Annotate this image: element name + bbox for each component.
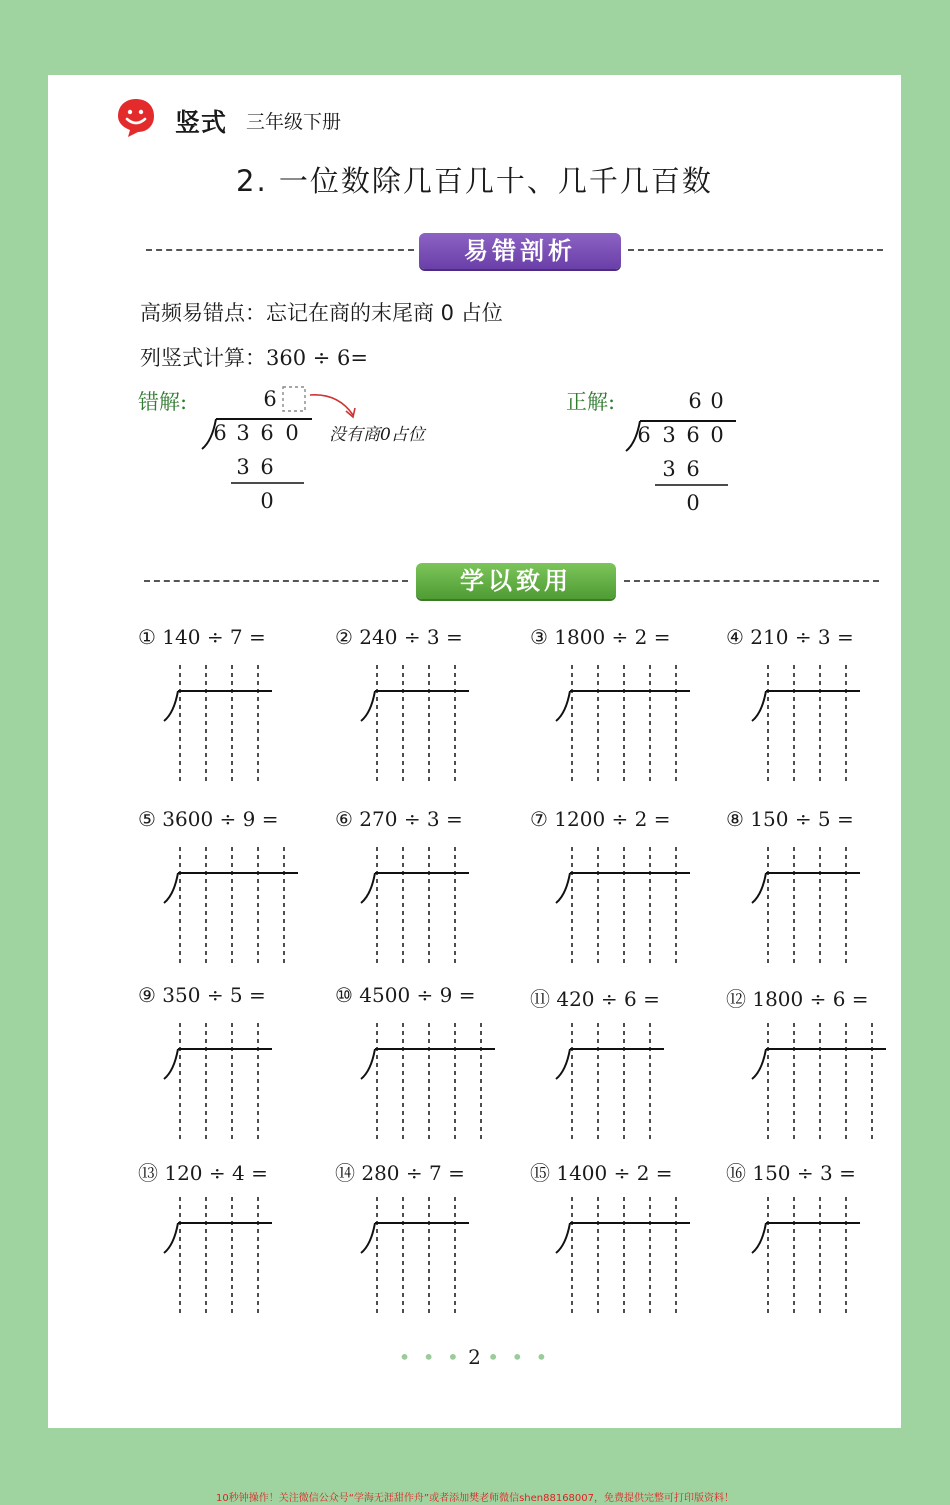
lesson-title: 2. 一位数除几百几十、几千几百数 xyxy=(236,164,713,198)
problem-13: ⑬ 120 ÷ 4 = xyxy=(138,1161,268,1185)
worksheet-page xyxy=(48,75,901,1428)
wrong-dividend-digit: 6 xyxy=(260,421,274,445)
problem-16: ⑯ 150 ÷ 3 = xyxy=(726,1161,856,1185)
correct-solution-label: 正解: xyxy=(566,390,616,414)
division-bracket-curve xyxy=(556,1049,570,1079)
problem-8: ⑧ 150 ÷ 5 = xyxy=(726,807,854,831)
right-division-bracket-curve xyxy=(626,421,640,451)
problem-15: ⑮ 1400 ÷ 2 = xyxy=(530,1161,673,1185)
right-dividend-digit: 6 xyxy=(686,423,700,447)
problem-4: ④ 210 ÷ 3 = xyxy=(726,625,854,649)
problem-12: ⑫ 1800 ÷ 6 = xyxy=(726,987,869,1011)
problem-6: ⑥ 270 ÷ 3 = xyxy=(335,807,463,831)
right-quotient-digit: 6 xyxy=(688,389,702,413)
footer-note: 10秒钟操作！关注微信公众号“学海无涯甜作舟”或者添加樊老师微信shen88168007，免费提供完整可打印版资料！ xyxy=(215,1493,735,1504)
wrong-quotient-digit: 6 xyxy=(263,387,277,411)
division-bracket-curve xyxy=(556,873,570,903)
division-bracket-curve xyxy=(361,1223,375,1253)
page-number: • • • 2 • • • xyxy=(398,1345,551,1369)
right-product-digit: 3 xyxy=(662,457,676,481)
division-bracket-curve xyxy=(164,873,178,903)
problem-11: ⑪ 420 ÷ 6 = xyxy=(530,987,660,1011)
problem-10: ⑩ 4500 ÷ 9 = xyxy=(335,983,476,1007)
division-bracket-curve xyxy=(361,691,375,721)
division-bracket-curve xyxy=(752,1223,766,1253)
division-bracket-curve xyxy=(164,691,178,721)
empty-digit-box xyxy=(283,387,305,411)
wrong-product-digit: 3 xyxy=(236,455,250,479)
right-product-digit: 6 xyxy=(686,457,700,481)
problem-14: ⑭ 280 ÷ 7 = xyxy=(335,1161,465,1185)
practice-section-badge: 学以致用 xyxy=(416,563,616,599)
right-dividend-digit: 0 xyxy=(710,423,724,447)
mistake-section-badge: 易错剖析 xyxy=(419,233,621,269)
wrong-solution-label: 错解: xyxy=(138,390,188,414)
grade-label: 三年级下册 xyxy=(246,111,342,133)
problem-5: ⑤ 3600 ÷ 9 = xyxy=(138,807,279,831)
error-keypoint: 高频易错点：忘记在商的末尾商 0 占位 xyxy=(140,301,503,325)
right-divisor: 6 xyxy=(637,423,651,447)
division-bracket-curve xyxy=(556,691,570,721)
division-bracket-curve xyxy=(164,1049,178,1079)
right-dividend-digit: 3 xyxy=(662,423,676,447)
wrong-remainder: 0 xyxy=(260,489,274,513)
wrong-dividend-digit: 3 xyxy=(236,421,250,445)
problem-1: ① 140 ÷ 7 = xyxy=(138,625,266,649)
wrong-product-digit: 6 xyxy=(260,455,274,479)
problem-7: ⑦ 1200 ÷ 2 = xyxy=(530,807,671,831)
division-bracket-curve xyxy=(752,873,766,903)
division-bracket-curve xyxy=(361,1049,375,1079)
right-quotient-digit: 0 xyxy=(710,389,724,413)
problem-2: ② 240 ÷ 3 = xyxy=(335,625,463,649)
division-bracket-curve xyxy=(556,1223,570,1253)
wrong-dividend-digit: 0 xyxy=(285,421,299,445)
wrong-divisor: 6 xyxy=(213,421,227,445)
division-bracket-curve xyxy=(752,1049,766,1079)
annotation-note: 没有商0占位 xyxy=(329,425,425,445)
problem-9: ⑨ 350 ÷ 5 = xyxy=(138,983,266,1007)
calc-prompt: 列竖式计算：360 ÷ 6= xyxy=(140,346,368,370)
division-bracket-curve xyxy=(164,1223,178,1253)
worksheet-strokes xyxy=(48,75,901,1428)
right-remainder: 0 xyxy=(686,491,700,515)
division-bracket-curve xyxy=(752,691,766,721)
problem-3: ③ 1800 ÷ 2 = xyxy=(530,625,671,649)
division-bracket-curve xyxy=(361,873,375,903)
brand-title: 竖式 xyxy=(175,108,228,137)
page-number-value: 2 xyxy=(468,1345,481,1369)
wrong-division-bracket-curve xyxy=(202,419,216,449)
